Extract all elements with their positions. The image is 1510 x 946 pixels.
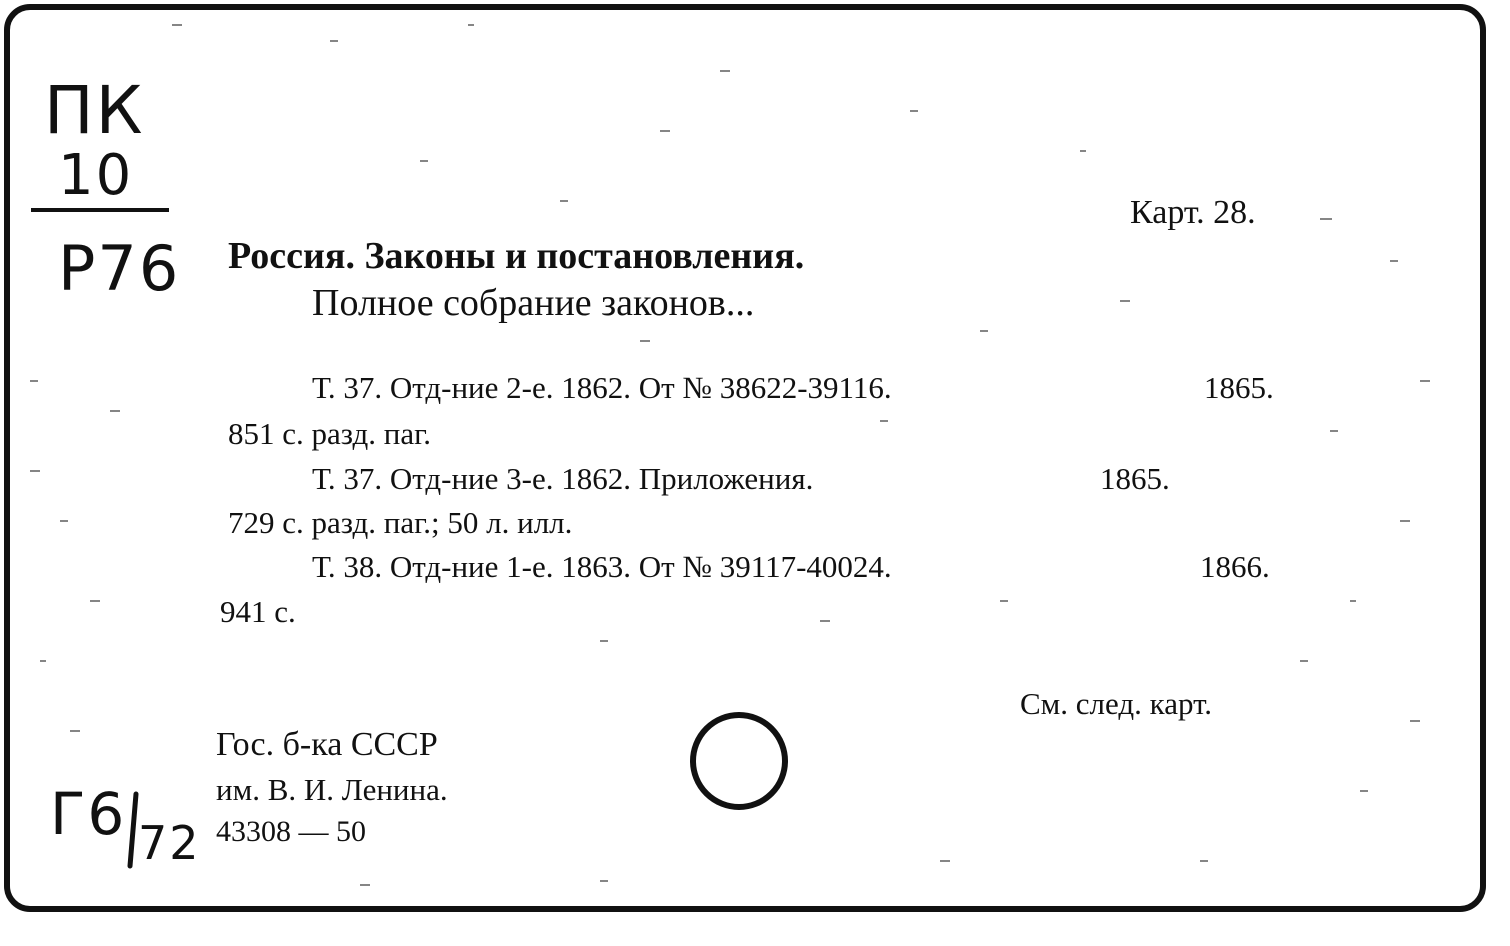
- imprint-line-2: им. В. И. Ленина.: [216, 772, 448, 807]
- entry-2-year: 1865.: [1100, 461, 1170, 496]
- entry-1-line-1: Т. 37. Отд-ние 2-е. 1862. От № 38622-39116.: [312, 370, 892, 405]
- entry-2-line-2: 729 с. разд. паг.; 50 л. илл.: [228, 505, 573, 540]
- entry-1-year: 1865.: [1204, 370, 1274, 405]
- see-next-card-note: См. след. карт.: [1020, 686, 1213, 721]
- heading-author: Россия. Законы и постановления.: [228, 235, 805, 277]
- entry-2-line-1: Т. 37. Отд-ние 3-е. 1862. Приложения.: [312, 461, 814, 496]
- handwritten-shelfmark-line-3: Р76: [58, 232, 181, 305]
- entry-1-line-2: 851 с. разд. паг.: [228, 416, 432, 451]
- handwritten-corner-note-1: Г6: [50, 780, 127, 848]
- handwritten-shelfmark-line-2: 10: [58, 143, 134, 208]
- entry-3-line-2: 941 с.: [220, 594, 296, 629]
- imprint-line-3: 43308 — 50: [216, 815, 366, 848]
- handwritten-corner-note-2: 72: [138, 816, 201, 870]
- punch-hole: [690, 712, 788, 810]
- shelfmark-divider: [31, 208, 169, 212]
- entry-3-year: 1866.: [1200, 549, 1270, 584]
- imprint-line-1: Гос. б-ка СССР: [216, 726, 438, 763]
- handwritten-shelfmark-line-1: ПК: [44, 72, 145, 149]
- card-number: Карт. 28.: [1130, 194, 1256, 231]
- entry-3-line-1: Т. 38. Отд-ние 1-е. 1863. От № 39117-40024.: [312, 549, 892, 584]
- heading-title: Полное собрание законов...: [312, 282, 755, 324]
